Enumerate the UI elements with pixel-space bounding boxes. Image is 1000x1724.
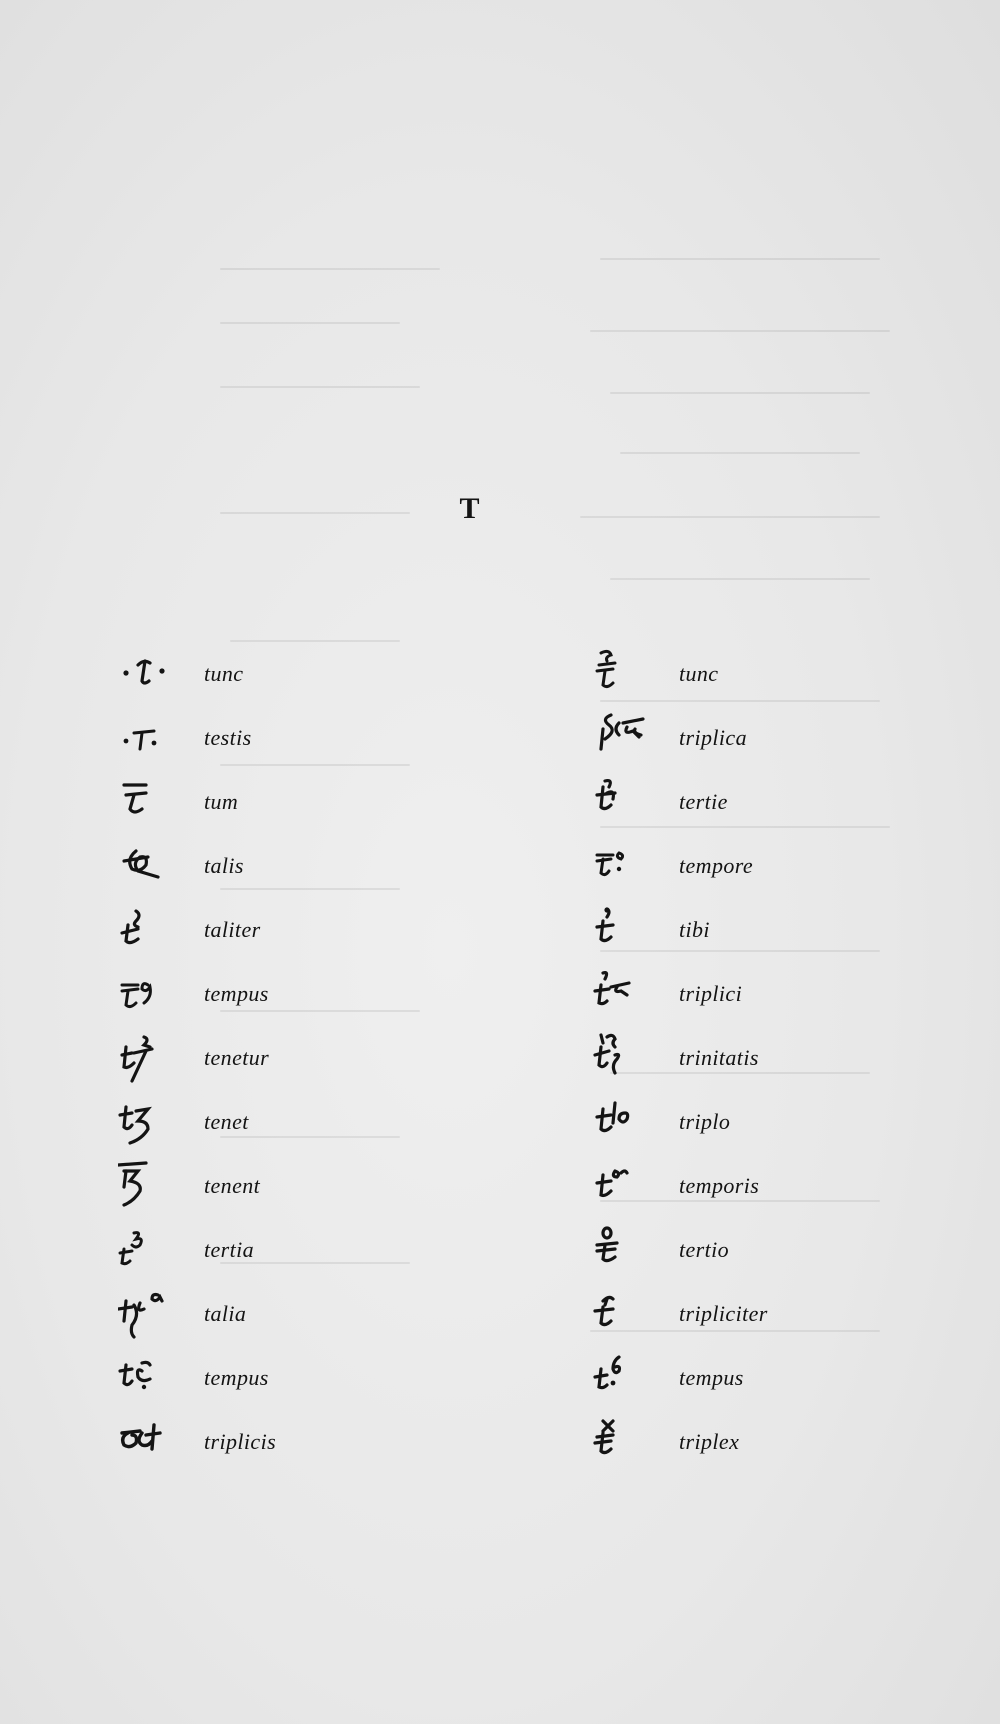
abbreviation-meaning: tempus bbox=[204, 1365, 269, 1390]
abbreviation-entry bbox=[118, 1157, 498, 1221]
abbreviation-entry bbox=[118, 645, 498, 709]
abbreviation-entry bbox=[593, 1029, 973, 1093]
abbreviation-meaning: triplicis bbox=[204, 1429, 277, 1454]
abbrev-trinitatis-icon bbox=[593, 1029, 673, 1083]
abbrev-tempus-6-icon bbox=[593, 1349, 673, 1403]
abbreviation-entry bbox=[593, 1157, 973, 1221]
abbreviation-entry bbox=[118, 901, 498, 965]
abbreviation-meaning: tempus bbox=[204, 981, 269, 1006]
abbrev-taliter-icon bbox=[118, 901, 198, 955]
abbrev-tum-icon bbox=[118, 773, 198, 827]
abbreviation-meaning: triplici bbox=[679, 981, 743, 1006]
abbreviation-entry bbox=[593, 965, 973, 1029]
abbrev-tenet-icon bbox=[118, 1093, 198, 1147]
abbreviation-entry bbox=[118, 965, 498, 1029]
abbrev-testis-icon bbox=[118, 709, 198, 763]
left-abbreviation-column bbox=[118, 645, 498, 1477]
abbreviation-meaning: tempore bbox=[679, 853, 754, 878]
abbreviation-meaning: taliter bbox=[204, 917, 261, 942]
abbrev-tunc-dotted-icon bbox=[118, 645, 198, 699]
abbrev-tertia-icon bbox=[118, 1221, 198, 1275]
abbreviation-entry bbox=[118, 837, 498, 901]
abbreviation-entry bbox=[593, 1413, 973, 1477]
abbreviation-meaning: tum bbox=[204, 789, 239, 814]
abbreviation-meaning: tenetur bbox=[204, 1045, 270, 1070]
abbrev-tunc-superscript-icon bbox=[593, 645, 673, 699]
abbreviation-meaning: testis bbox=[204, 725, 252, 750]
abbreviation-meaning: tenent bbox=[204, 1173, 261, 1198]
abbrev-tertio-icon bbox=[593, 1221, 673, 1275]
abbreviation-meaning: tertia bbox=[204, 1237, 255, 1262]
abbreviation-meaning: tertie bbox=[679, 789, 728, 814]
abbreviation-entry bbox=[118, 1029, 498, 1093]
abbreviation-entry bbox=[593, 1349, 973, 1413]
abbrev-tempus-9-icon bbox=[118, 965, 198, 1019]
abbreviation-meaning: tertio bbox=[679, 1237, 730, 1262]
abbrev-triplicis-icon bbox=[118, 1413, 198, 1467]
abbreviation-meaning: tunc bbox=[204, 661, 244, 686]
abbreviation-meaning: tunc bbox=[679, 661, 719, 686]
abbreviation-meaning: temporis bbox=[679, 1173, 760, 1198]
abbreviation-entry bbox=[118, 1285, 498, 1349]
abbrev-triplica-icon bbox=[593, 709, 673, 763]
abbreviation-entry bbox=[593, 1093, 973, 1157]
abbreviation-meaning: tenet bbox=[204, 1109, 249, 1134]
abbreviation-entry bbox=[118, 1349, 498, 1413]
abbreviation-meaning: tempus bbox=[679, 1365, 744, 1390]
abbreviation-entry bbox=[118, 1221, 498, 1285]
abbrev-talia-icon bbox=[118, 1285, 198, 1339]
abbrev-tenetur-icon bbox=[118, 1029, 198, 1083]
abbreviation-meaning: tibi bbox=[679, 917, 710, 942]
abbreviation-meaning: triplo bbox=[679, 1109, 731, 1134]
abbrev-tenent-icon bbox=[118, 1157, 198, 1211]
abbrev-triplo-icon bbox=[593, 1093, 673, 1147]
section-heading-letter: T bbox=[459, 492, 481, 525]
abbrev-talis-icon bbox=[118, 837, 198, 891]
abbreviation-meaning: talis bbox=[204, 853, 244, 878]
abbrev-tripliciter-icon bbox=[593, 1285, 673, 1339]
abbreviation-entry bbox=[118, 1413, 498, 1477]
abbreviation-entry bbox=[593, 773, 973, 837]
abbrev-tertie-icon bbox=[593, 773, 673, 827]
abbreviation-entry bbox=[593, 1285, 973, 1349]
abbreviation-entry bbox=[593, 1221, 973, 1285]
right-abbreviation-column bbox=[593, 645, 973, 1477]
abbrev-tempore-icon bbox=[593, 837, 673, 891]
abbreviation-entry bbox=[593, 837, 973, 901]
abbrev-triplex-icon bbox=[593, 1413, 673, 1467]
abbrev-tibi-icon bbox=[593, 901, 673, 955]
abbreviation-entry bbox=[593, 645, 973, 709]
abbreviation-meaning: triplica bbox=[679, 725, 747, 750]
abbreviation-entry bbox=[118, 1093, 498, 1157]
abbrev-temporis-icon bbox=[593, 1157, 673, 1211]
abbreviation-entry bbox=[118, 773, 498, 837]
abbreviation-meaning: trinitatis bbox=[679, 1045, 759, 1070]
abbreviation-entry bbox=[593, 901, 973, 965]
abbrev-triplici-icon bbox=[593, 965, 673, 1019]
abbreviation-meaning: tripliciter bbox=[679, 1301, 768, 1326]
abbreviation-entry bbox=[593, 709, 973, 773]
abbreviation-entry bbox=[118, 709, 498, 773]
abbrev-tempus-hook-icon bbox=[118, 1349, 198, 1403]
abbreviation-meaning: triplex bbox=[679, 1429, 740, 1454]
abbreviation-meaning: talia bbox=[204, 1301, 247, 1326]
